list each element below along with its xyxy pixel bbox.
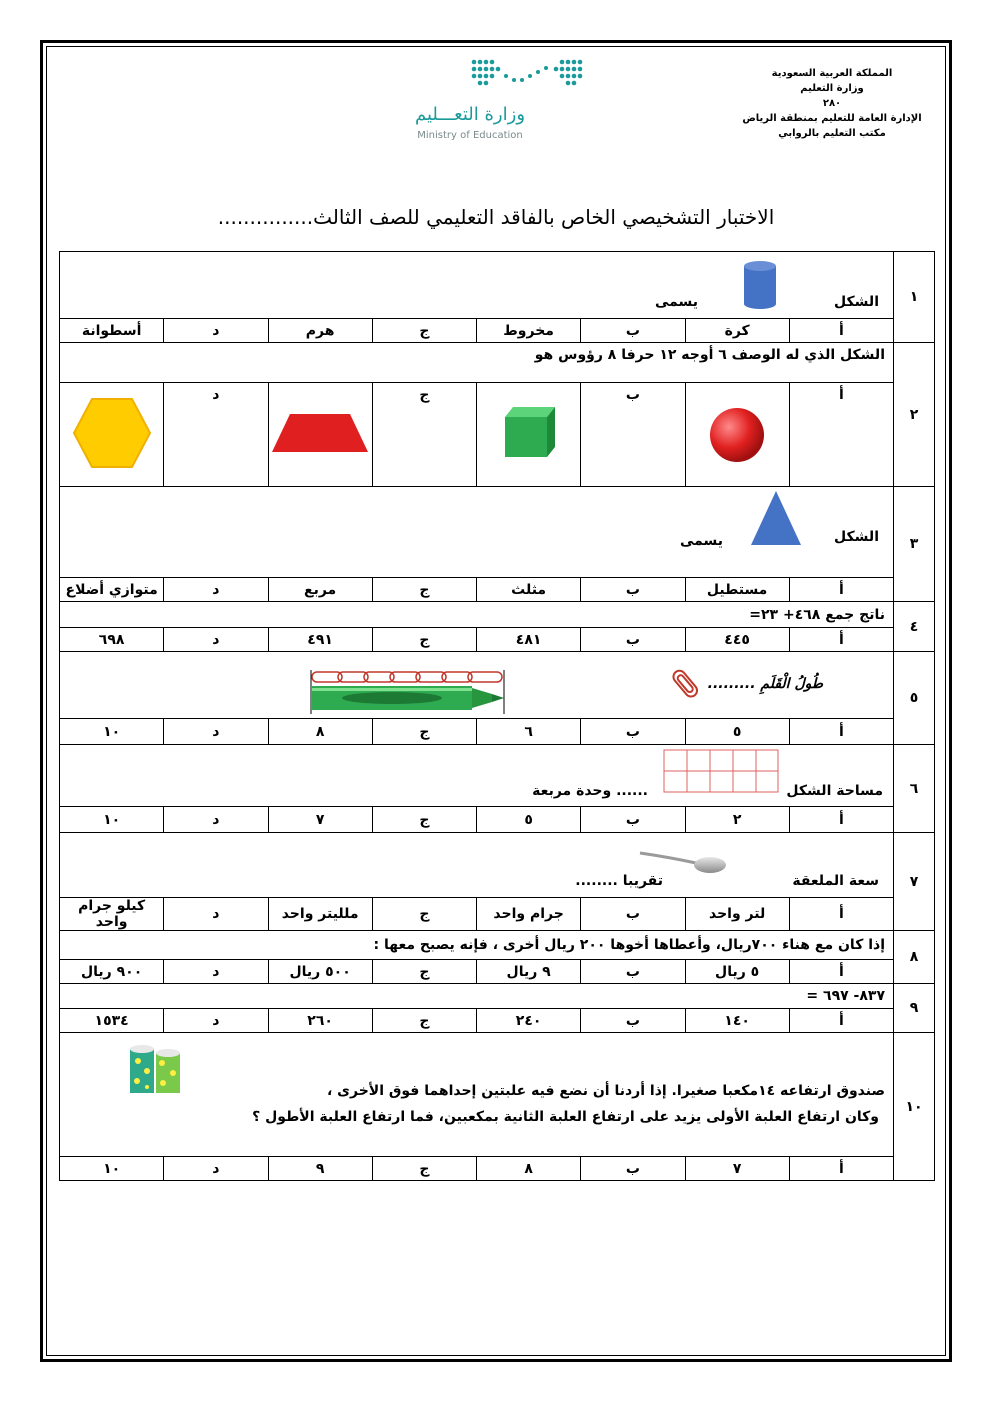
option-a[interactable]: ٧ (685, 1157, 789, 1181)
question-text: ٨٣٧- ٦٩٧ = (60, 984, 894, 1009)
option-letter: ج (372, 319, 476, 343)
option-a[interactable]: ٤٤٥ (685, 628, 789, 652)
option-letter: ج (372, 807, 476, 833)
option-c[interactable]: مربع (268, 578, 372, 602)
option-letter: ب (581, 1009, 685, 1033)
option-d[interactable]: ١٠ (60, 807, 164, 833)
option-c[interactable] (268, 383, 372, 487)
options-row (60, 578, 935, 602)
question-number: ٤ (894, 602, 935, 652)
logo-english-text: Ministry of Education (417, 130, 523, 141)
option-d[interactable]: ٩٠٠ ريال (60, 960, 164, 984)
option-letter: د (164, 807, 268, 833)
option-letter: د (164, 578, 268, 602)
option-letter: أ (789, 319, 893, 343)
question-number: ٢ (894, 343, 935, 487)
options-row (60, 383, 935, 487)
question-text: الشكل (834, 529, 879, 545)
options-row (60, 1009, 935, 1033)
options-row (60, 960, 935, 984)
question-row (60, 652, 935, 719)
option-letter: أ (789, 1157, 893, 1181)
option-d[interactable]: ١٥٣٤ (60, 1009, 164, 1033)
header-line: المملكة العربية السعودية (771, 68, 893, 79)
question-text-cell (60, 1033, 894, 1157)
option-d[interactable]: ٦٩٨ (60, 628, 164, 652)
cans-icon (128, 1043, 184, 1095)
header-line: الإدارة العامة للتعليم بمنطقة الرياض (742, 113, 922, 124)
question-number: ٩ (894, 984, 935, 1033)
option-b[interactable]: ٢٤٠ (477, 1009, 581, 1033)
option-d[interactable]: متوازي أضلاع (60, 578, 164, 602)
option-d[interactable]: ١٠ (60, 1157, 164, 1181)
option-a[interactable]: كرة (685, 319, 789, 343)
question-text: وكان ارتفاع العلبة الأولى يزيد على ارتفاع العلبة الثانية بمكعبين، فما ارتفاع العلبة الأطول ؟ (252, 1109, 879, 1125)
question-text: إذا كان مع هناء ٧٠٠ريال، وأعطاها أخوها ٢٠٠ ريال أخرى ، فإنه يصبح معها : (60, 931, 894, 960)
page-title: الاختبار التشخيصي الخاص بالفاقد التعليمي للصف الثالث............... (217, 205, 775, 229)
option-letter: د (164, 1009, 268, 1033)
option-letter: أ (789, 960, 893, 984)
option-b[interactable]: ٥ (477, 807, 581, 833)
option-letter: ب (581, 578, 685, 602)
option-letter: ب (581, 719, 685, 745)
question-text: يسمى (654, 294, 698, 310)
question-text: تقريبا ........ (575, 873, 663, 889)
question-text: الشكل الذي له الوصف ٦ أوجه ١٢ حرفا ٨ رؤوس هو (60, 343, 894, 383)
question-text: سعة الملعقة (792, 873, 879, 889)
question-number: ١٠ (894, 1033, 935, 1181)
option-a[interactable]: لتر واحد (685, 898, 789, 931)
option-letter: د (164, 1157, 268, 1181)
paperclip-icon (669, 666, 703, 700)
question-text-cell (60, 833, 894, 898)
option-letter: ب (581, 1157, 685, 1181)
question-text-cell (60, 252, 894, 319)
header-line: وزارة التعليم (800, 83, 864, 94)
question-row (60, 931, 935, 960)
triangle-icon (749, 489, 803, 547)
option-letter: ج (372, 628, 476, 652)
option-letter: د (164, 319, 268, 343)
option-c[interactable]: ملليتر واحد (268, 898, 372, 931)
option-c[interactable]: ٨ (268, 719, 372, 745)
option-letter: ب (581, 319, 685, 343)
option-c[interactable]: هرم (268, 319, 372, 343)
option-letter: ب (581, 628, 685, 652)
option-d[interactable]: كيلو جرام واحد (60, 898, 164, 931)
question-row (60, 1033, 935, 1157)
questions-table (59, 251, 935, 1181)
question-row (60, 602, 935, 628)
option-letter: أ (789, 578, 893, 602)
question-text: طُولُ الْقَلَمِ ......... (707, 676, 823, 692)
trapezoid-icon (270, 410, 370, 456)
header-right (732, 66, 932, 141)
option-letter: أ (789, 628, 893, 652)
option-letter: أ (789, 383, 893, 487)
option-letter: ج (372, 1157, 476, 1181)
question-number: ٦ (894, 745, 935, 833)
hexagon-icon (72, 397, 152, 469)
question-text-cell (60, 652, 894, 719)
option-letter: د (164, 383, 268, 487)
options-row (60, 319, 935, 343)
option-a[interactable]: ١٤٠ (685, 1009, 789, 1033)
option-c[interactable]: ٧ (268, 807, 372, 833)
option-letter: د (164, 628, 268, 652)
option-d[interactable]: ١٠ (60, 719, 164, 745)
crayon-with-paperclips-icon (308, 668, 508, 716)
question-row (60, 984, 935, 1009)
question-text: الشكل (834, 294, 879, 310)
option-c[interactable]: ٩ (268, 1157, 372, 1181)
option-letter: أ (789, 1009, 893, 1033)
option-letter: ج (372, 383, 476, 487)
header-line: مكتب التعليم بالروابي (778, 128, 886, 139)
question-number: ٧ (894, 833, 935, 931)
option-b[interactable]: ٤٨١ (477, 628, 581, 652)
question-number: ٨ (894, 931, 935, 984)
option-c[interactable]: ٤٩١ (268, 628, 372, 652)
option-letter: ب (581, 807, 685, 833)
question-row (60, 745, 935, 807)
option-letter: أ (789, 898, 893, 931)
sphere-icon (707, 403, 767, 463)
cylinder-icon (742, 260, 778, 310)
options-row (60, 628, 935, 652)
option-b[interactable]: مخروط (477, 319, 581, 343)
question-row (60, 252, 935, 319)
logo-arabic-text: وزارة التعـــليم (414, 104, 526, 125)
options-row (60, 898, 935, 931)
question-row (60, 833, 935, 898)
option-a[interactable]: مستطيل (685, 578, 789, 602)
option-letter: ج (372, 960, 476, 984)
ministry-logo (410, 58, 585, 146)
question-number: ١ (894, 252, 935, 343)
option-letter: د (164, 898, 268, 931)
option-letter: أ (789, 719, 893, 745)
option-d[interactable] (60, 383, 164, 487)
question-row (60, 343, 935, 383)
option-letter: د (164, 960, 268, 984)
option-c[interactable]: ٥٠٠ ريال (268, 960, 372, 984)
grid-rectangle-icon (663, 749, 781, 795)
option-letter: د (164, 719, 268, 745)
option-letter: ج (372, 719, 476, 745)
option-c[interactable]: ٢٦٠ (268, 1009, 372, 1033)
option-d[interactable]: أسطوانة (60, 319, 164, 343)
options-row (60, 807, 935, 833)
option-letter: ب (581, 960, 685, 984)
option-b[interactable]: ٨ (477, 1157, 581, 1181)
options-row (60, 1157, 935, 1181)
option-letter: ج (372, 898, 476, 931)
logo-dots-icon (470, 58, 645, 98)
question-text: يسمى (679, 533, 723, 549)
question-text: مساحة الشكل (786, 783, 883, 799)
option-b[interactable] (477, 383, 581, 487)
option-a[interactable]: ٢ (685, 807, 789, 833)
question-number: ٥ (894, 652, 935, 745)
question-text: ناتج جمع ٤٦٨+ ٢٣= (60, 602, 894, 628)
question-number: ٣ (894, 487, 935, 602)
question-text-cell (60, 745, 894, 807)
option-letter: ج (372, 1009, 476, 1033)
options-row (60, 719, 935, 745)
option-b[interactable]: ٩ ريال (477, 960, 581, 984)
cube-icon (499, 403, 559, 463)
option-letter: ب (581, 383, 685, 487)
option-b[interactable]: مثلث (477, 578, 581, 602)
header-line: ٢٨٠ (822, 98, 842, 109)
option-a[interactable] (685, 383, 789, 487)
option-letter: ج (372, 578, 476, 602)
question-text-cell (60, 487, 894, 578)
question-text: صندوق ارتفاعه ١٤مكعبا صغيرا. إذا أردنا أن نضع فيه علبتين إحداهما فوق الأخرى ، (326, 1083, 885, 1099)
option-letter: ب (581, 898, 685, 931)
option-b[interactable]: ٦ (477, 719, 581, 745)
question-text: ...... وحدة مربعة (532, 783, 648, 799)
option-b[interactable]: جرام واحد (477, 898, 581, 931)
question-row (60, 487, 935, 578)
option-a[interactable]: ٥ ريال (685, 960, 789, 984)
option-a[interactable]: ٥ (685, 719, 789, 745)
option-letter: أ (789, 807, 893, 833)
